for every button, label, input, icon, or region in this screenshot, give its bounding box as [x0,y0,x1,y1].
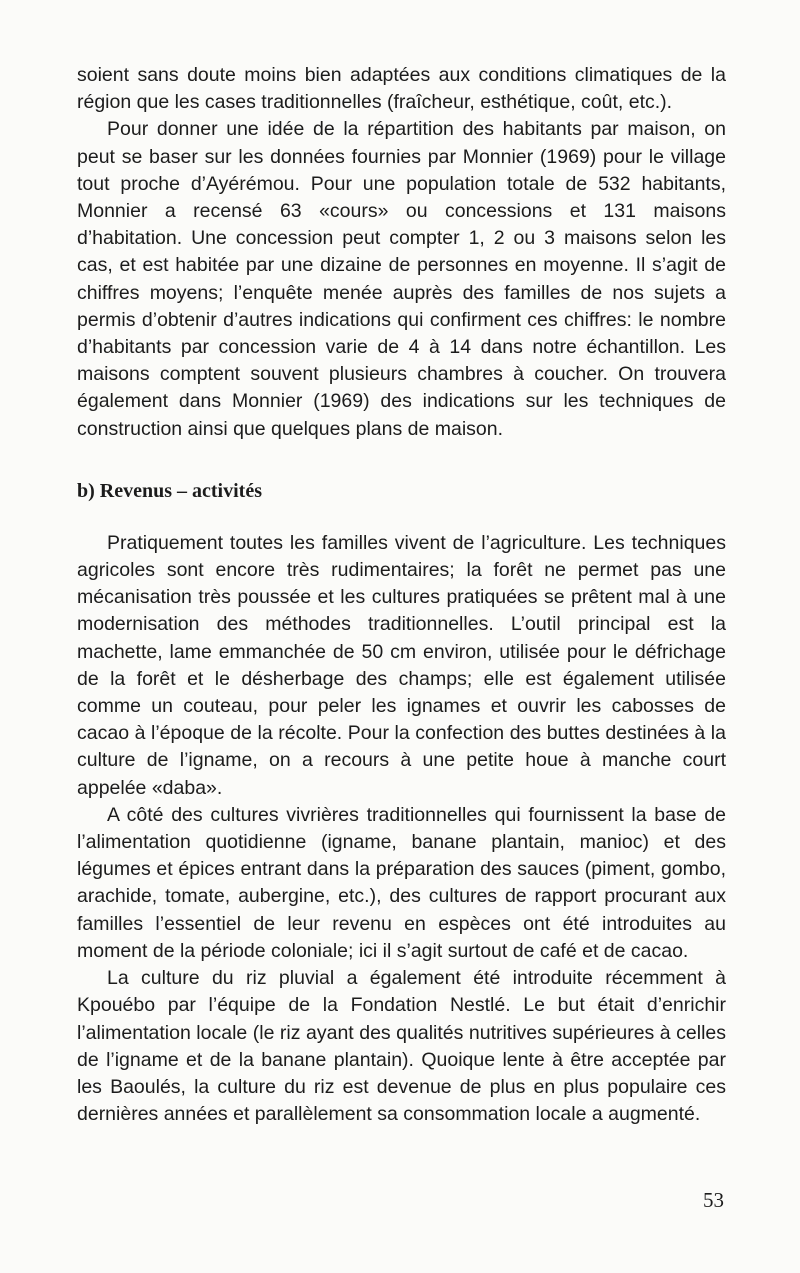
paragraph-cultures: A côté des cultures vivrières traditionnelles qui fournissent la base de l’alimentation quotidienne (igname, banane plantain, manioc) et des légumes et épices entrant dans la préparation des sauces (piment, gombo, arachide, tomate, aubergine, etc.), des cultures de rapport procurant aux familles l’essentiel de leur revenu en espèces ont été introduites au moment de la période coloniale; ici il s’agit surtout de café et de cacao. [77,803,726,962]
page-number: 53 [703,1188,724,1212]
paragraph-habitants: Pour donner une idée de la répartition des habitants par maison, on peut se baser sur les données fournies par Monnier (1969) pour le village tout proche d’Ayérémou. Pour une population totale de 532 habitants, Monnier a recensé 63 «cours» ou concessions et 131 maisons d’habitation. Une concession peut compter 1, 2 ou 3 maisons selon les cas, et est habitée par une dizaine de personnes en moyenne. Il s’agit de chiffres moyens; l’enquête menée auprès des familles de nos sujets a permis d’obtenir d’autres indications qui confirment ces chiffres: le nombre d’habitants par concession varie de 4 à 14 dans notre échantillon. Les maisons comptent souvent plusieurs chambres à coucher. On trouvera également dans Monnier (1969) des indications sur les techniques de construction ainsi que quelques plans de maison. [77,118,726,440]
section-heading: b) Revenus – activités [77,479,262,502]
paragraph-riz: La culture du riz pluvial a également été introduite récemment à Kpouébo par l’équipe de la Fondation Nestlé. Le but était d’enrichir l’alimentation locale (le riz ayant des qualités nutritives supérieures à celles de l’igname et de la banane plantain). Quoique lente à être acceptée par les Baoulés, la culture du riz est devenue de plus en plus populaire ces dernières années et parallèlement sa consommation locale a augmenté. [77,967,726,1126]
document-page [77,62,726,1128]
paragraph-continuation: soient sans doute moins bien adaptées aux conditions climatiques de la région que les cases traditionnelles (fraîcheur, esthétique, coût, etc.). [77,64,726,114]
paragraph-agriculture: Pratiquement toutes les familles vivent de l’agriculture. Les techniques agricoles sont encore très rudimentaires; la forêt ne permet pas une mécanisation très poussée et les cultures pratiquées se prêtent mal à une modernisation des méthodes traditionnelles. L’outil principal est la machette, lame emmanchée de 50 cm environ, utilisée pour le défrichage de la forêt et le désherbage des champs; elle est également utilisée comme un couteau, pour peler les ignames et ouvrir les cabosses de cacao à l’époque de la récolte. Pour la confection des buttes destinées à la culture de l’igname, on a recours à une petite houe à manche court appelée «daba». [77,531,726,799]
